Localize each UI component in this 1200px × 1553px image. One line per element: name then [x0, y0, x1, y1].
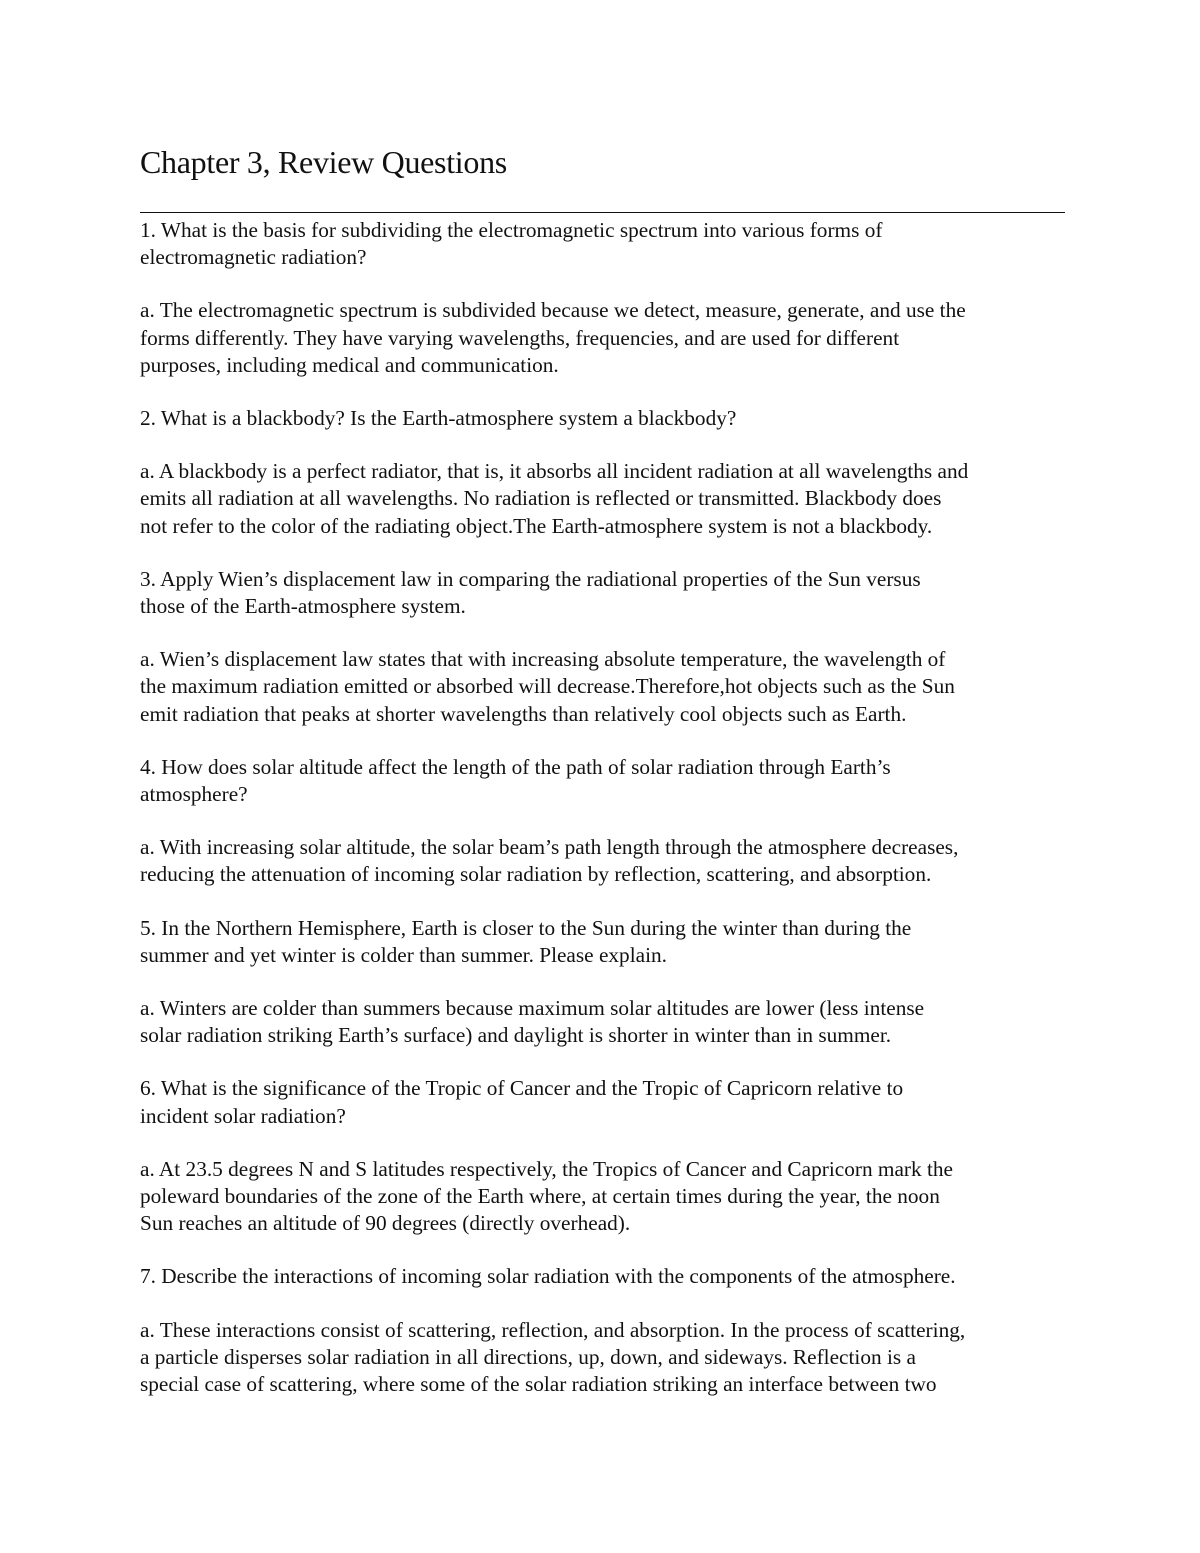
text-line: purposes, including medical and communication.	[140, 352, 559, 377]
text-line: those of the Earth-atmosphere system.	[140, 594, 466, 619]
text-line: a. These interactions consist of scattering, reflection, and absorption. In the process of scattering,	[140, 1317, 966, 1342]
text-line: 2. What is a blackbody? Is the Earth-atmosphere system a blackbody?	[140, 406, 737, 431]
document-page	[140, 140, 1065, 1398]
answer-text	[140, 297, 1065, 379]
text-line: special case of scattering, where some of the solar radiation striking an interface between two	[140, 1372, 937, 1397]
text-line: a. Winters are colder than summers because maximum solar altitudes are lower (less intense	[140, 996, 925, 1021]
text-line: summer and yet winter is colder than summer. Please explain.	[140, 942, 667, 967]
question-text	[140, 405, 1065, 432]
text-line: poleward boundaries of the zone of the Earth where, at certain times during the year, the noon	[140, 1184, 940, 1209]
text-line: 7. Describe the interactions of incoming solar radiation with the components of the atmosphere.	[140, 1264, 956, 1289]
text-line: emit radiation that peaks at shorter wavelengths than relatively cool objects such as Earth.	[140, 701, 907, 726]
text-line: 3. Apply Wien’s displacement law in comparing the radiational properties of the Sun versus	[140, 566, 921, 591]
text-line: forms differently. They have varying wavelengths, frequencies, and are used for different	[140, 325, 900, 350]
text-line: solar radiation striking Earth’s surface) and daylight is shorter in winter than in summer.	[140, 1023, 892, 1048]
question-text	[140, 566, 1065, 620]
document-title: Chapter 3, Review Questions	[140, 144, 507, 180]
text-line: a. At 23.5 degrees N and S latitudes respectively, the Tropics of Cancer and Capricorn mark the	[140, 1156, 954, 1181]
title-underline	[140, 212, 1065, 213]
text-line: a. Wien’s displacement law states that with increasing absolute temperature, the wavelength of	[140, 647, 946, 672]
qa-list	[140, 217, 1065, 1398]
text-line: a. The electromagnetic spectrum is subdivided because we detect, measure, generate, and use the	[140, 298, 966, 323]
text-line: a. A blackbody is a perfect radiator, that is, it absorbs all incident radiation at all wavelengths and	[140, 459, 969, 484]
text-line: 6. What is the significance of the Tropic of Cancer and the Tropic of Capricorn relative to	[140, 1076, 904, 1101]
text-line: a. With increasing solar altitude, the solar beam’s path length through the atmosphere decreases,	[140, 835, 959, 860]
text-line: incident solar radiation?	[140, 1103, 346, 1128]
text-line: emits all radiation at all wavelengths. No radiation is reflected or transmitted. Blackbody does	[140, 486, 942, 511]
question-text	[140, 915, 1065, 969]
text-line: atmosphere?	[140, 782, 248, 807]
text-line: not refer to the color of the radiating object.The Earth-atmosphere system is not a blackbody.	[140, 513, 933, 538]
question-text	[140, 1075, 1065, 1129]
text-line: 4. How does solar altitude affect the length of the path of solar radiation through Earth’s	[140, 754, 891, 779]
text-line: Sun reaches an altitude of 90 degrees (directly overhead).	[140, 1211, 631, 1236]
answer-text	[140, 1317, 1065, 1399]
answer-text	[140, 646, 1065, 728]
question-text	[140, 217, 1065, 271]
question-text	[140, 754, 1065, 808]
text-line: 5. In the Northern Hemisphere, Earth is closer to the Sun during the winter than during the	[140, 915, 912, 940]
text-line: the maximum radiation emitted or absorbed will decrease.Therefore,hot objects such as the Sun	[140, 674, 955, 699]
answer-text	[140, 834, 1065, 888]
answer-text	[140, 995, 1065, 1049]
text-line: a particle disperses solar radiation in all directions, up, down, and sideways. Reflection is a	[140, 1344, 916, 1369]
text-line: reducing the attenuation of incoming solar radiation by reflection, scattering, and absorption.	[140, 862, 932, 887]
text-line: 1. What is the basis for subdividing the electromagnetic spectrum into various forms of	[140, 218, 883, 242]
question-text	[140, 1263, 1065, 1290]
answer-text	[140, 1156, 1065, 1238]
text-line: electromagnetic radiation?	[140, 245, 367, 270]
answer-text	[140, 458, 1065, 540]
